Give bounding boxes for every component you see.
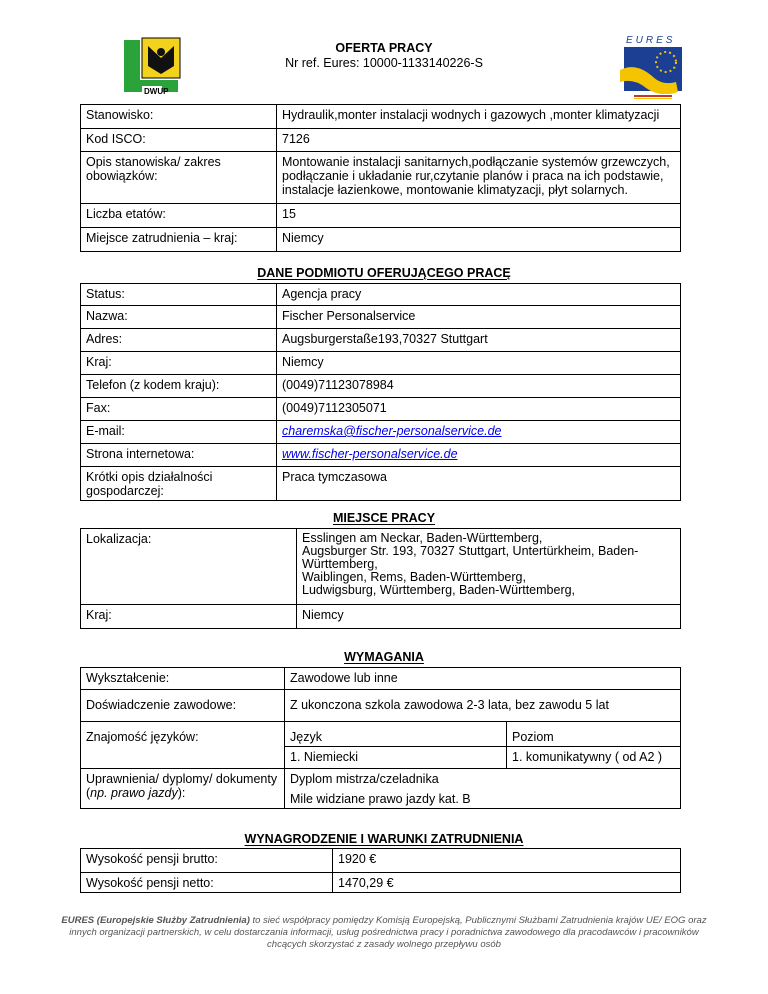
phone-value: (0049)71123078984 <box>277 375 681 398</box>
website-link[interactable]: www.fischer-personalservice.de <box>282 447 458 461</box>
level-column-header: Poziom <box>507 722 681 747</box>
table-row <box>81 152 681 204</box>
isco-value: 7126 <box>277 129 681 152</box>
location-value <box>297 529 681 605</box>
country-value: Niemcy <box>277 352 681 375</box>
description-value: Montowanie instalacji sanitarnych,podłączanie systemów grzewczych, podłączanie i układanie rur,czytanie planów i praca na ich podstawie, instalacje łazienkowe, montowanie klimatyzacji, płyt solarnych. <box>277 152 681 204</box>
table-row <box>81 769 681 809</box>
workplace-country-label: Kraj: <box>81 605 297 629</box>
table-row <box>81 605 681 629</box>
positions-count-label: Liczba etatów: <box>81 204 277 228</box>
address-value: Augsburgerstaße193,70327 Stuttgart <box>277 329 681 352</box>
documents-label: Uprawnienia/ dyplomy/ dokumenty (np. prawo jazdy): <box>81 769 285 809</box>
offer-table <box>80 104 681 252</box>
table-row <box>81 529 681 605</box>
eures-logo <box>616 32 690 104</box>
salary-heading: WYNAGRODZENIE I WARUNKI ZATRUDNIENIA <box>244 832 524 846</box>
eures-logo-text: EURES <box>626 35 676 46</box>
website-label: Strona internetowa: <box>81 444 277 467</box>
position-label: Stanowisko: <box>81 105 277 129</box>
table-row <box>81 849 681 873</box>
language-level-value: 1. komunikatywny ( od A2 ) <box>507 747 681 769</box>
status-value: Agencja pracy <box>277 284 681 306</box>
documents-value-line: Dyplom mistrza/czeladnika <box>290 772 439 786</box>
education-label: Wykształcenie: <box>81 668 285 690</box>
location-line: Württemberg, <box>302 557 378 571</box>
workplace-table <box>80 528 681 629</box>
isco-label: Kod ISCO: <box>81 129 277 152</box>
email-label: E-mail: <box>81 421 277 444</box>
table-row <box>81 105 681 129</box>
employment-country-value: Niemcy <box>277 228 681 252</box>
experience-value: Z ukonczona szkola zawodowa 2-3 lata, bez zawodu 5 lat <box>285 690 681 722</box>
documents-label-text: Uprawnienia/ dyplomy/ dokumenty <box>86 772 278 786</box>
table-row <box>81 722 681 747</box>
table-row <box>81 375 681 398</box>
table-row <box>81 352 681 375</box>
phone-label: Telefon (z kodem kraju): <box>81 375 277 398</box>
positions-count-value: 15 <box>277 204 681 228</box>
table-row <box>81 228 681 252</box>
languages-label: Znajomość języków: <box>81 722 285 769</box>
table-row <box>81 668 681 690</box>
language-column-header: Język <box>285 722 507 747</box>
employer-table <box>80 283 681 501</box>
location-line: Augsburger Str. 193, 70327 Stuttgart, Untertürkheim, Baden- <box>302 544 639 558</box>
table-row <box>81 329 681 352</box>
fax-value: (0049)7112305071 <box>277 398 681 421</box>
table-row <box>81 306 681 329</box>
business-description-value: Praca tymczasowa <box>277 467 681 501</box>
table-row <box>81 467 681 501</box>
dwup-logo-text: DWUP <box>144 87 169 96</box>
reference-number: Nr ref. Eures: 10000-1133140226-S <box>285 56 483 70</box>
gross-salary-label: Wysokość pensji brutto: <box>81 849 333 873</box>
company-name-label: Nazwa: <box>81 306 277 329</box>
business-description-label: Krótki opis działalności gospodarczej: <box>81 467 277 501</box>
net-salary-value: 1470,29 € <box>333 873 681 893</box>
table-row <box>81 398 681 421</box>
location-label: Lokalizacja: <box>81 529 297 605</box>
table-row <box>81 421 681 444</box>
table-row <box>81 444 681 467</box>
page-title: OFERTA PRACY <box>335 41 433 55</box>
footer-bold: EURES (Europejskie Służby Zatrudnienia) <box>61 915 250 926</box>
footer-note <box>60 915 708 951</box>
location-line: Waiblingen, Rems, Baden-Württemberg, <box>302 570 526 584</box>
location-line: Ludwigsburg, Württemberg, Baden-Württemberg, <box>302 583 576 597</box>
address-label: Adres: <box>81 329 277 352</box>
education-value: Zawodowe lub inne <box>285 668 681 690</box>
workplace-heading: MIEJSCE PRACY <box>332 511 436 525</box>
email-link[interactable]: charemska@fischer-personalservice.de <box>282 424 502 438</box>
table-row <box>81 690 681 722</box>
documents-label-example: np. prawo jazdy <box>90 786 178 800</box>
description-label: Opis stanowiska/ zakres obowiązków: <box>81 152 277 204</box>
status-label: Status: <box>81 284 277 306</box>
employer-heading: DANE PODMIOTU OFERUJĄCEGO PRACĘ <box>257 266 511 280</box>
language-value: 1. Niemiecki <box>285 747 507 769</box>
fax-label: Fax: <box>81 398 277 421</box>
employment-country-label: Miejsce zatrudnienia – kraj: <box>81 228 277 252</box>
experience-label: Doświadczenie zawodowe: <box>81 690 285 722</box>
table-row <box>81 284 681 306</box>
requirements-heading: WYMAGANIA <box>344 650 424 664</box>
gross-salary-value: 1920 € <box>333 849 681 873</box>
table-row <box>81 204 681 228</box>
location-line: Esslingen am Neckar, Baden-Württemberg, <box>302 531 543 545</box>
position-value: Hydraulik,monter instalacji wodnych i gazowych ,monter klimatyzacji <box>277 105 681 129</box>
country-label: Kraj: <box>81 352 277 375</box>
net-salary-label: Wysokość pensji netto: <box>81 873 333 893</box>
documents-value <box>285 769 681 809</box>
workplace-country-value: Niemcy <box>297 605 681 629</box>
footer-text: to sieć współpracy pomiędzy Komisją Europejską, Publicznymi Służbami Zatrudnienia krajów UE/ EOG oraz innych organizacji partnerskich, w celu dostarczania informacji, usług pośrednictwa pracy i poradnictwa zawodowego dla pracodawców i pracowników chcących skorzystać z zasady wolnego przepływu osób <box>69 915 707 950</box>
salary-table <box>80 848 681 893</box>
documents-value-line: Mile widziane prawo jazdy kat. B <box>290 792 471 806</box>
table-row <box>81 873 681 893</box>
requirements-table <box>80 667 681 809</box>
table-row <box>81 129 681 152</box>
company-name-value: Fischer Personalservice <box>277 306 681 329</box>
